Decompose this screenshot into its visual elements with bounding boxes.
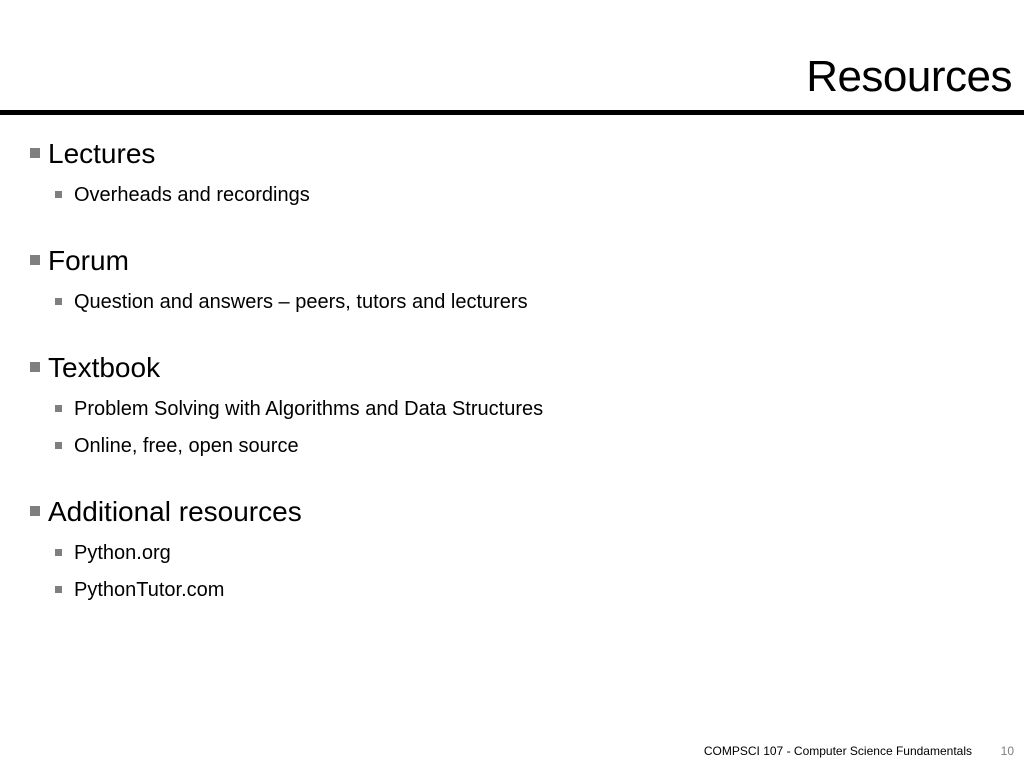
sub-bullet-item (0, 572, 1024, 609)
square-bullet-icon (55, 298, 62, 305)
bullet-item-textbook (0, 349, 1024, 387)
slide-content (0, 135, 1024, 637)
sub-item-text: Overheads and recordings (74, 184, 310, 206)
slide-footer: COMPSCI 107 - Computer Science Fundamentals (703, 744, 972, 758)
sub-list (0, 535, 1024, 609)
square-bullet-icon (30, 506, 40, 516)
square-bullet-icon (55, 191, 62, 198)
sub-item-text: Python.org (74, 542, 171, 564)
square-bullet-icon (55, 549, 62, 556)
section-heading: Textbook (48, 352, 161, 383)
page-number: 10 (1000, 744, 1014, 758)
section-textbook (0, 349, 1024, 465)
sub-list (0, 284, 1024, 321)
square-bullet-icon (55, 442, 62, 449)
section-heading: Lectures (48, 138, 156, 169)
bullet-item-lectures (0, 135, 1024, 173)
sub-list (0, 177, 1024, 214)
sub-bullet-item (0, 284, 1024, 321)
sub-item-text: Problem Solving with Algorithms and Data Structures (74, 398, 544, 420)
square-bullet-icon (55, 405, 62, 412)
sub-bullet-item (0, 428, 1024, 465)
bullet-item-additional-resources (0, 493, 1024, 531)
title-divider (0, 110, 1024, 115)
sub-bullet-item (0, 535, 1024, 572)
square-bullet-icon (30, 148, 40, 158)
square-bullet-icon (30, 362, 40, 372)
section-forum (0, 242, 1024, 321)
square-bullet-icon (30, 255, 40, 265)
section-heading: Additional resources (48, 496, 302, 527)
sub-bullet-item (0, 177, 1024, 214)
sub-list (0, 391, 1024, 465)
sub-bullet-item (0, 391, 1024, 428)
sub-item-text: PythonTutor.com (74, 579, 225, 601)
sub-item-text: Online, free, open source (74, 435, 299, 457)
sub-item-text: Question and answers – peers, tutors and lecturers (74, 291, 528, 313)
square-bullet-icon (55, 586, 62, 593)
section-lectures (0, 135, 1024, 214)
section-heading: Forum (48, 245, 129, 276)
slide-title: Resources (806, 52, 1012, 101)
section-additional-resources (0, 493, 1024, 609)
bullet-item-forum (0, 242, 1024, 280)
